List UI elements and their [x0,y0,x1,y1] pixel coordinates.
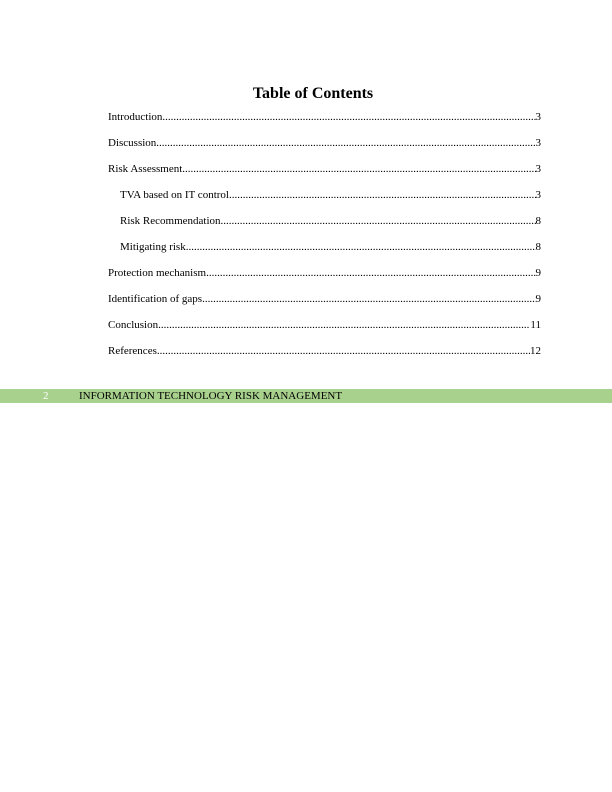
toc-entry-tva-based-on-it-control[interactable] [108,188,541,214]
toc-entry-protection-mechanism[interactable] [108,266,541,292]
toc-entry-page: 3 [535,111,541,123]
toc-entry-conclusion[interactable] [108,318,541,344]
toc-entry-risk-assessment[interactable] [108,162,541,188]
toc-leader [186,240,536,254]
toc-entry-page: 3 [535,189,541,201]
toc-entry-label: Risk Recommendation [120,215,221,227]
toc-leader [229,188,536,202]
toc-entry-label: References [108,345,157,357]
toc-entry-references[interactable] [108,344,541,370]
toc-title: Table of Contents [252,85,374,102]
toc-entry-mitigating-risk[interactable] [108,240,541,266]
toc-leader [158,318,530,332]
toc-leader [206,266,535,280]
toc-entry-risk-recommendation[interactable] [108,214,541,240]
toc-entry-page: 8 [535,241,541,253]
toc-entry-label: Mitigating risk [120,241,186,253]
footer-running-title: INFORMATION TECHNOLOGY RISK MANAGEMENT [79,390,343,402]
footer-band [0,389,612,403]
toc-entry-label: Conclusion [108,319,159,331]
toc-leader [182,162,535,176]
toc-entry-label: TVA based on IT control [120,189,229,201]
toc-list [108,110,541,370]
toc-leader [157,344,530,358]
toc-leader [202,292,535,306]
toc-entry-label: Discussion [108,137,157,149]
toc-entry-page: 11 [530,319,541,331]
toc-entry-page: 3 [535,163,541,175]
toc-entry-page: 8 [535,215,541,227]
footer-page-number: 2 [43,390,49,402]
toc-entry-page: 3 [535,137,541,149]
toc-entry-page: 12 [530,345,541,357]
toc-entry-page: 9 [535,267,541,279]
toc-leader [156,136,535,150]
toc-leader [221,214,536,228]
toc-entry-introduction[interactable] [108,110,541,136]
toc-entry-label: Risk Assessment [108,163,183,175]
toc-leader [162,110,535,124]
toc-entry-label: Identification of gaps [108,293,203,305]
toc-entry-page: 9 [535,293,541,305]
toc-entry-discussion[interactable] [108,136,541,162]
toc-entry-identification-of-gaps[interactable] [108,292,541,318]
toc-entry-label: Introduction [108,111,163,123]
toc-entry-label: Protection mechanism [108,267,207,279]
